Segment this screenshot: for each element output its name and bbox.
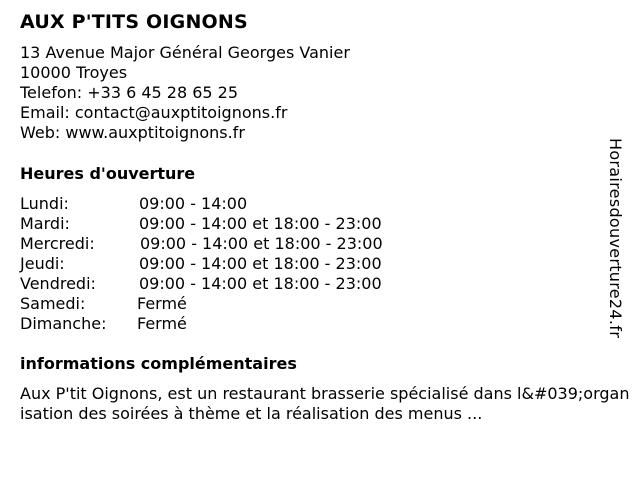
email-line: Email: contact@auxptitoignons.fr [20,103,288,122]
day-label: Mardi: [20,214,70,233]
address-city: 10000 Troyes [20,63,128,82]
day-label: Samedi: [20,294,86,313]
hours-heading: Heures d'ouverture [20,164,196,183]
phone-line: Telefon: +33 6 45 28 65 25 [20,83,239,102]
time-value: 09:00 - 14:00 et 18:00 - 23:00 [139,254,382,273]
restaurant-name: AUX P'TITS OIGNONS [20,11,248,33]
info-heading: informations complémentaires [20,354,297,373]
web-line: Web: www.auxptitoignons.fr [20,123,245,142]
time-value: 09:00 - 14:00 et 18:00 - 23:00 [139,214,382,233]
info-description: Aux P'tit Oignons, est un restaurant brasserie spécialisé dans l&#039;organisation des soirées à thème et la réalisation des menus ... [20,384,630,423]
time-value: 09:00 - 14:00 et 18:00 - 23:00 [140,234,383,253]
day-label: Dimanche: [20,314,107,333]
day-label: Mercredi: [20,234,95,253]
time-value: Fermé [137,314,187,333]
time-value: 09:00 - 14:00 et 18:00 - 23:00 [139,274,382,293]
day-label: Lundi: [20,194,69,213]
contact-block [20,43,350,143]
site-watermark-label: Horairesdouverture24.fr [606,138,625,339]
address-street: 13 Avenue Major Général Georges Vanier [20,43,350,62]
time-value: Fermé [137,294,187,313]
day-label: Jeudi: [20,254,65,273]
time-value: 09:00 - 14:00 [139,194,248,213]
day-label: Vendredi: [20,274,96,293]
